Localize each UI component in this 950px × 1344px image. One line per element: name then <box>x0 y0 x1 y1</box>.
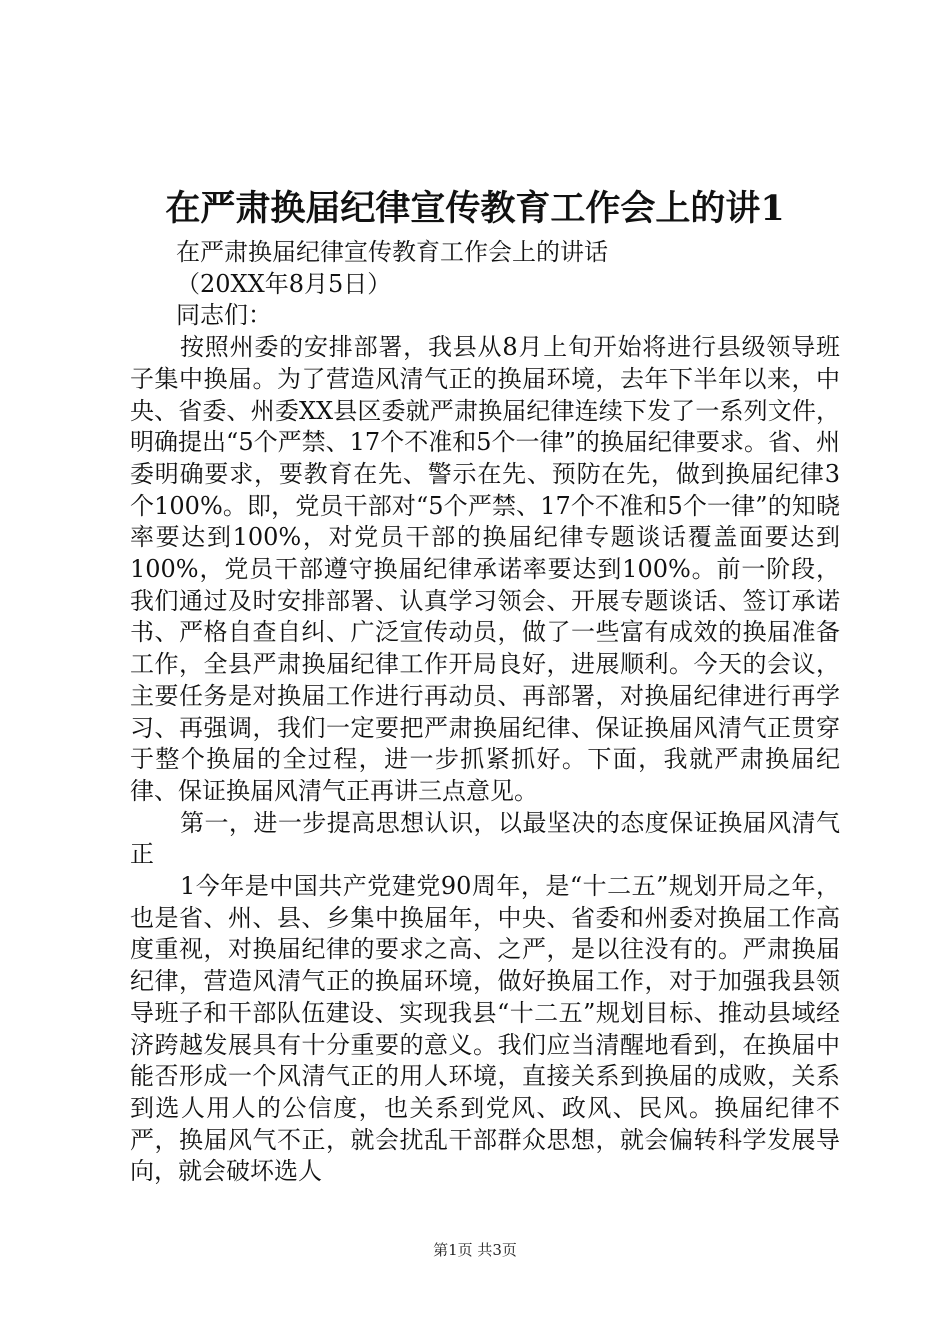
paragraph-intro: 按照州委的安排部署，我县从8月上旬开始将进行县级领导班子集中换届。为了营造风清气正的换届环境，去年下半年以来，中央、省委、州委XX县区委就严肃换届纪律连续下发了一系列文件，明确提出“5个严禁、17个不准和5个一律”的换届纪律要求。省、州委明确要求，要教育在先、警示在先、预防在先，做到换届纪律3个100%。即，党员干部对“5个严禁、17个不准和5个一律”的知晓率要达到100%，对党员干部的换届纪律专题谈话覆盖面要达到100%，党员干部遵守换届纪律承诺率要达到100%。前一阶段，我们通过及时安排部署、认真学习领会、开展专题谈话、签订承诺书、严格自查自纠、广泛宣传动员，做了一些富有成效的换届准备工作，全县严肃换届纪律工作开局良好，进展顺利。今天的会议，主要任务是对换届工作进行再动员、再部署，对换届纪律进行再学习、再强调，我们一定要把严肃换届纪律、保证换届风清气正贯穿于整个换届的全过程，进一步抓紧抓好。下面，我就严肃换届纪律、保证换届风清气正再讲三点意见。 <box>130 333 840 805</box>
section-heading-first: 第一，进一步提高思想认识，以最坚决的态度保证换届风清气正 <box>130 808 840 869</box>
paragraph-section-one: 1今年是中国共产党建党90周年，是“十二五”规划开局之年，也是省、州、县、乡集中换届年，中央、省委和州委对换届工作高度重视，对换届纪律的要求之高、之严，是以往没有的。严肃换届纪律，营造风清气正的换届环境，做好换届工作，对于加强我县领导班子和干部队伍建设、实现我县“十二五”规划目标、推动县域经济跨越发展具有十分重要的意义。我们应当清醒地看到，在换届中能否形成一个风清气正的用人环境，直接关系到换届的成败，关系到选人用人的公信度，也关系到党风、政风、民风。换届纪律不严，换届风气不正，就会扰乱干部群众思想，就会偏转科学发展导向，就会破坏选人 <box>130 872 840 1186</box>
document-title: 在严肃换届纪律宣传教育工作会上的讲1 <box>165 188 785 229</box>
document-body <box>130 237 840 1188</box>
page-number: 第1页 共3页 <box>433 1241 517 1259</box>
speech-subtitle: 在严肃换届纪律宣传教育工作会上的讲话 <box>176 238 608 266</box>
salutation: 同志们： <box>176 301 272 330</box>
speech-date: （20XX年8月5日） <box>176 269 392 298</box>
